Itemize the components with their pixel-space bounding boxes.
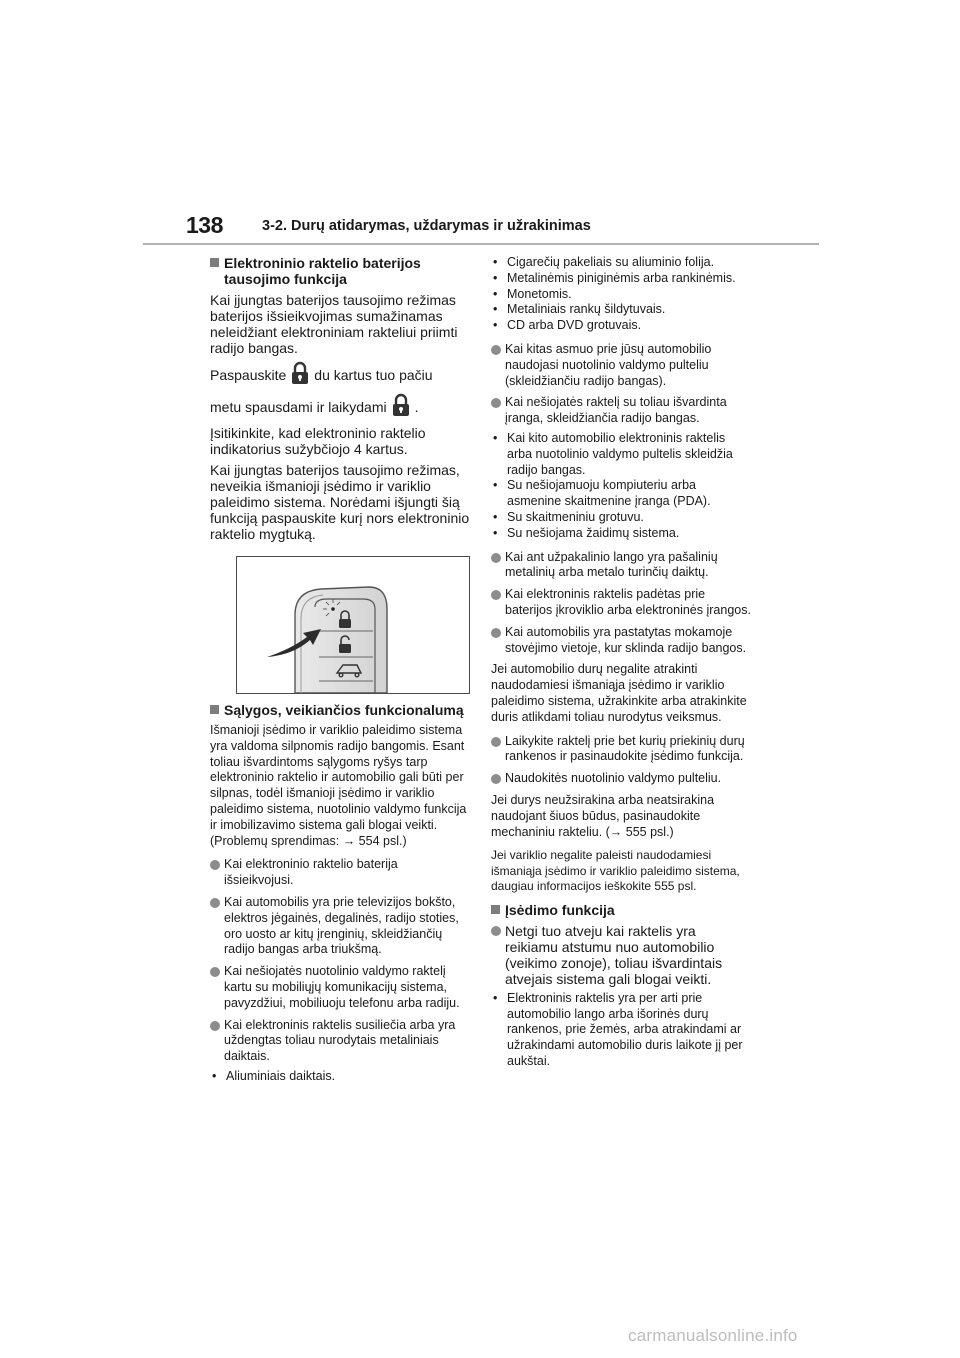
bullet-icon — [491, 345, 501, 355]
small-paragraph: Jei variklio negalite paleisti naudodamiesi išmaniąja įsėdimo ir variklio paleidimo sistema, daugiau informacijos ieškokite 555 psl. — [491, 848, 740, 894]
paragraph: Įsitikinkite, kad elektroninio raktelio indikatorius sužybčiojo 4 kartus. — [210, 425, 426, 457]
bullet-icon — [491, 628, 501, 638]
bullet-icon — [210, 860, 220, 870]
bullet-icon — [491, 926, 501, 936]
section-heading-conditions — [210, 702, 470, 718]
paragraph: Jei durys neužsirakina arba neatsirakina naudojant šiuos būdus, pasinaudokite mechaniniu rakteliu. (→ 555 psl.) — [491, 792, 715, 839]
instruction-line — [210, 393, 470, 420]
list-item: Kai elektroninis raktelis susiliečia arba yra uždengtas toliau nurodytais metaliniais daiktais. — [210, 1018, 470, 1065]
sub-list-item: • Monetomis. — [491, 287, 751, 303]
bullet-icon — [491, 774, 501, 784]
page-number: 138 — [186, 212, 223, 238]
sub-list-item: • Su nešiojamuoju kompiuteriu arba asmenine skaitmenine įranga (PDA). — [491, 478, 751, 510]
sub-list-item: • Aliuminiais daiktais. — [210, 1069, 470, 1085]
sub-list — [491, 431, 751, 542]
instruction-line — [210, 361, 470, 388]
sub-list-item: • Metaliniais rankų šildytuvais. — [491, 302, 751, 318]
bullet-icon — [491, 398, 501, 408]
list-item: Kai ant užpakalinio lango yra pašalinių metalinių arba metalo turinčių daiktų. — [491, 550, 751, 582]
square-marker-icon — [210, 258, 219, 267]
sub-list-item: • Metalinėmis piniginėmis arba rankinėmis. — [491, 271, 751, 287]
section-title: Įsėdimo funkcija — [505, 901, 615, 918]
bullet-icon — [210, 898, 220, 908]
list-item: Naudokitės nuotolinio valdymo pulteliu. — [491, 771, 751, 787]
paragraph: Išmanioji įsėdimo ir variklio paleidimo sistema yra valdoma silpnomis radijo bangomis. Esant toliau išvardintoms sąlygoms ryšys tarp elektroninio raktelio ir automobilio gali būti per silpnas, todėl išmanioji įsėdimo ir variklio paleidimo sistema, nuotolinio valdymo funkcija ir imobilizavimo sistema gali blogai veikti. (Problemų sprendimas: → 554 psl.) — [210, 723, 467, 848]
sub-list-item: • Cigarečių pakeliais su aliuminio folija. — [491, 255, 751, 271]
sub-list — [491, 991, 751, 1070]
list-item: Kai kitas asmuo prie jūsų automobilio naudojasi nuotolinio valdymo pulteliu (skleidžiančiu radijo bangas). — [491, 342, 751, 389]
list-item: Netgi tuo atveju kai raktelis yra reikiamu atstumu nuo automobilio (veikimo zonoje), toliau išvardintais atvejais sistema gali blogai veikti. — [491, 923, 751, 987]
chapter-title: 3-2. Durų atidarymas, uždarymas ir užrakinimas — [262, 218, 591, 234]
watermark: carmanualsonline.info — [628, 1326, 798, 1345]
list-item: Kai elektroninis raktelis padėtas prie baterijos įkroviklio arba elektroninės įrangos. — [491, 587, 751, 619]
padlock-icon — [391, 393, 411, 420]
instruction-text: metu spausdami ir laikydami — [210, 398, 387, 415]
list-item: Kai automobilis yra prie televizijos bokšto, elektros jėgainės, degalinės, radijo stoties, oro uosto ar kitų įrenginių, skleidžiančių radijo bangas arba triukšmą. — [210, 895, 470, 958]
instruction-text: du kartus tuo pačiu — [314, 366, 433, 383]
sub-list-item: • CD arba DVD grotuvais. — [491, 318, 751, 334]
section-title: Elektroninio raktelio baterijos tausojimo funkcija — [224, 255, 421, 287]
paragraph: Kai įjungtas baterijos tausojimo režimas, neveikia išmanioji įsėdimo ir variklio paleidimo sistema. Norėdami išjungti šią funkciją paspauskite kurį nors elektroninio raktelio mygtuką. — [210, 462, 470, 542]
list-item: Kai elektroninio raktelio baterija išsieikvojusi. — [210, 857, 470, 889]
square-marker-icon — [491, 905, 500, 914]
sub-list-item: • Su skaitmeniniu grotuvu. — [491, 510, 751, 526]
section-title: Sąlygos, veikiančios funkcionalumą — [224, 702, 464, 718]
padlock-icon — [290, 361, 310, 388]
bullet-icon — [491, 737, 501, 747]
sub-list — [210, 1069, 470, 1085]
list-item: Kai nešiojatės raktelį su toliau išvardinta įranga, skleidžiančia radijo bangas. — [491, 395, 751, 427]
list-item: Kai automobilis yra pastatytas mokamoje stovėjimo vietoje, kur sklinda radijo bangos. — [491, 625, 751, 657]
bullet-icon — [491, 590, 501, 600]
sub-list-item: • Su nešiojama žaidimų sistema. — [491, 526, 751, 542]
header-divider — [143, 243, 819, 245]
left-column — [210, 255, 470, 1093]
list-item: Kai nešiojatės nuotolinio valdymo raktelį kartu su mobiliųjų komunikacijų sistema, pavyzdžiui, mobiliuoju telefonu arba radiju. — [210, 964, 470, 1011]
sub-list-item: • Kai kito automobilio elektroninis raktelis arba nuotolinio valdymo pultelis skleidžia radijo bangas. — [491, 431, 751, 478]
sub-list-item: • Elektroninis raktelis yra per arti prie automobilio lango arba išorinės durų rankenos, prie žemės, arba atrakindami ar užrakindami automobilio duris laikote jį per aukštai. — [491, 991, 751, 1070]
list-item: Laikykite raktelį prie bet kurių priekinių durų rankenos ir pasinaudokite įsėdimo funkcija. — [491, 734, 751, 766]
sub-list — [491, 255, 751, 334]
right-column — [491, 255, 751, 1078]
section-heading-entry-function — [491, 902, 751, 918]
key-fob-illustration — [236, 556, 470, 694]
instruction-text: Paspauskite — [210, 366, 287, 383]
section-heading-battery-saving — [210, 255, 470, 287]
page-header — [0, 0, 960, 250]
square-marker-icon — [210, 705, 219, 714]
bullet-icon — [210, 967, 220, 977]
paragraph: Jei automobilio durų negalite atrakinti naudodamiesi išmaniąja įsėdimo ir variklio paleidimo sistema, užrakinkite arba atrakinkite duris atlikdami toliau nurodytus veiksmus. — [491, 662, 747, 724]
bullet-icon — [210, 1021, 220, 1031]
instruction-text: . — [414, 398, 419, 415]
paragraph: Kai įjungtas baterijos tausojimo režimas baterijos išsieikvojimas sumažinamas neleidžiant elektroniniam rakteliui priimti radijo bangas. — [210, 292, 458, 356]
bullet-icon — [491, 553, 501, 563]
